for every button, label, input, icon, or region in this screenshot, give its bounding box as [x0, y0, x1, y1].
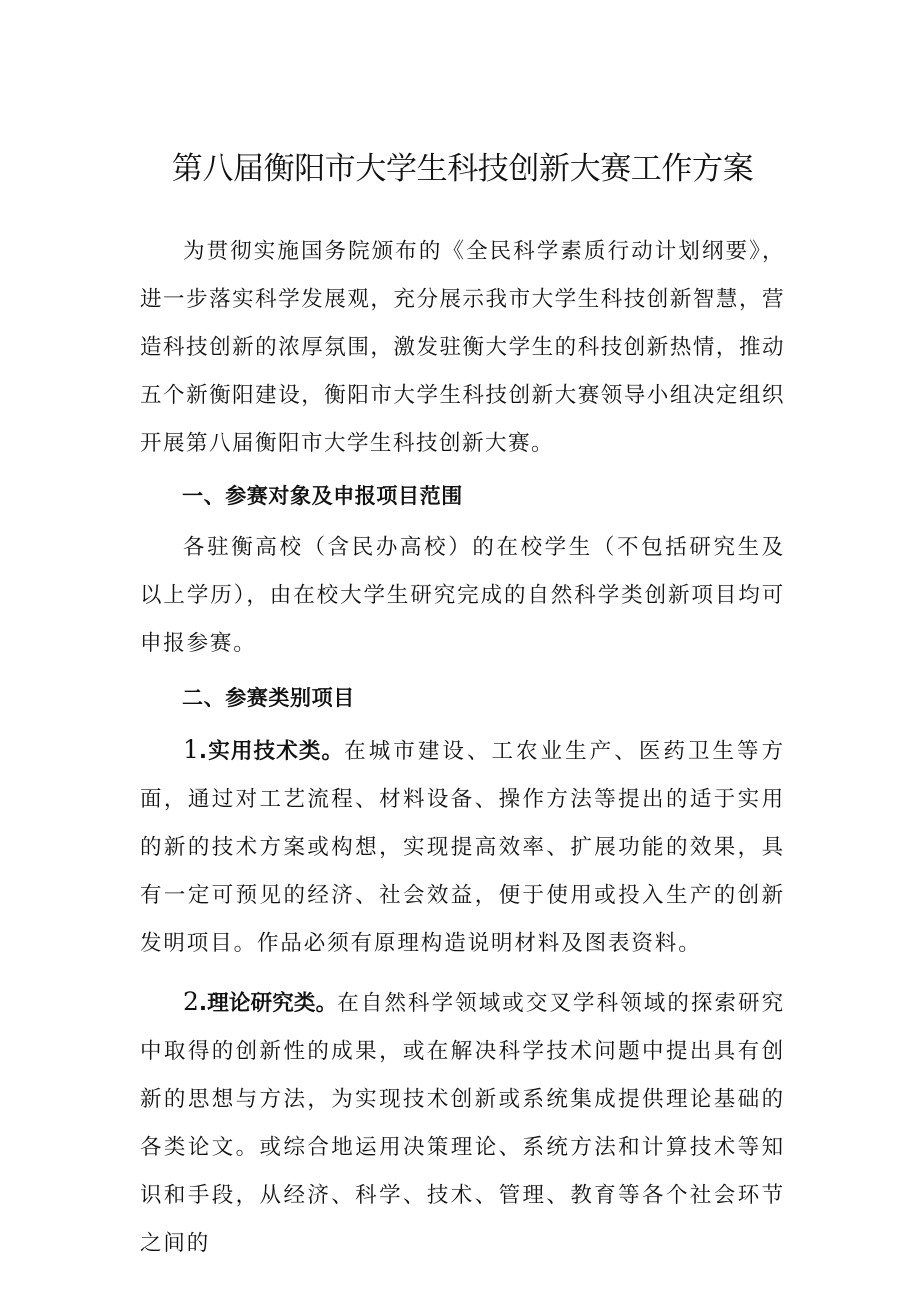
- intro-paragraph: 为贯彻实施国务院颁布的《全民科学素质行动计划纲要》，进一步落实科学发展观，充分展示我市大学生科技创新智慧，营造科技创新的浓厚氛围，激发驻衡大学生的科技创新热情，推动五个新衡阳建设，衡阳市大学生科技创新大赛领导小组决定组织开展第八届衡阳市大学生科技创新大赛。: [140, 239, 785, 456]
- item-2-lead: [183, 987, 338, 1016]
- item-2-number: 2: [183, 987, 199, 1016]
- document-title: 第八届衡阳市大学生科技创新大赛工作方案: [171, 151, 754, 187]
- item-2-body: 在自然科学领域或交叉学科领域的探索研究中取得的创新性的成果，或在解决科学技术问题中提出具有创新的思想与方法，为实现技术创新或系统集成提供理论基础的各类论文。或综合地运用决策理论、系统方法和计算技术等知识和手段，从经济、科学、技术、管理、教育等各个社会环节之间的: [140, 991, 786, 1256]
- document-page: [140, 140, 785, 1268]
- item-2-label: .理论研究类。: [198, 991, 338, 1016]
- section-1-heading: 一、参赛对象及申报项目范围: [182, 484, 463, 508]
- paragraph-gap: [140, 968, 785, 978]
- item-1-lead: [183, 735, 345, 764]
- item-1-paragraph: [140, 726, 785, 968]
- section-1-body: 各驻衡高校（含民办高校）的在校学生（不包括研究生及以上学历），由在校大学生研究完成的自然科学类创新项目均可申报参赛。: [140, 535, 785, 656]
- item-1-label: .实用技术类。: [198, 739, 345, 764]
- item-1-body: 在城市建设、工农业生产、医药卫生等方面，通过对工艺流程、材料设备、操作方法等提出的适于实用的新的技术方案或构想，实现提高效率、扩展功能的效果，具有一定可预见的经济、社会效益，便于使用或投入生产的创新发明项目。作品必须有原理构造说明材料及图表资料。: [140, 739, 786, 956]
- section-2-heading: 二、参赛类别项目: [182, 686, 355, 710]
- item-1-number: 1: [183, 735, 199, 764]
- item-2-paragraph: [140, 978, 785, 1268]
